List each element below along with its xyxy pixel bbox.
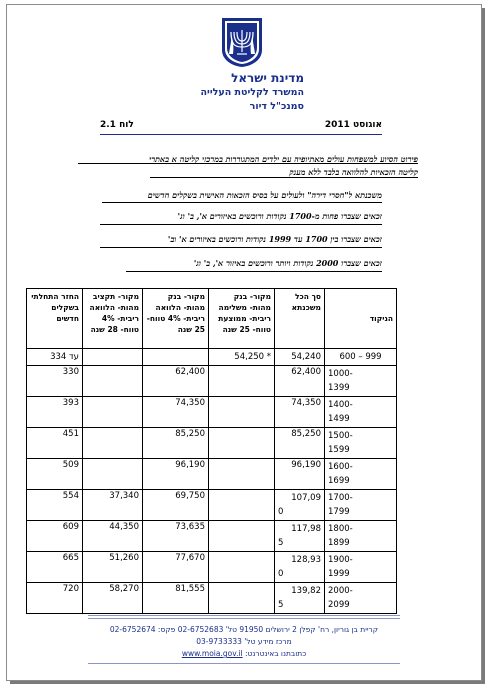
- document-date: אוגוסט 2011: [324, 120, 382, 130]
- mortgage-table: [26, 288, 397, 614]
- cell-bank: 73,635: [143, 521, 209, 552]
- cell-budget: [83, 428, 143, 459]
- table-row: [27, 490, 397, 521]
- cell-monthly: 393: [27, 397, 83, 428]
- cell-points: 1500- 1599: [325, 428, 397, 459]
- cell-total: 117,98 5: [275, 521, 325, 552]
- cell-budget: 37,340: [83, 490, 143, 521]
- country-name: מדינת ישראל: [231, 71, 304, 85]
- document-meta: [100, 120, 382, 134]
- cell-budget: [83, 366, 143, 397]
- page-shadow-right: [482, 8, 485, 683]
- cell-budget: 58,270: [83, 583, 143, 614]
- eligibility-rule-1-underline: [100, 224, 382, 225]
- cell-total: 107,09 0: [275, 490, 325, 521]
- cell-total: 74,350: [275, 397, 325, 428]
- cell-monthly: 609: [27, 521, 83, 552]
- footer-web-label: כתובתנו באינטרנט:: [245, 649, 307, 658]
- cell-bank: 62,400: [143, 366, 209, 397]
- cell-bank: 81,555: [143, 583, 209, 614]
- intro-line-1: פירוט הסיוע למשפחות עולים מאתיופיה עם ילדים המתגוררות במרכזי קליטה א באתרי: [149, 154, 418, 164]
- cell-points: 1000- 1399: [325, 366, 397, 397]
- cell-bank: 69,750: [143, 490, 209, 521]
- cell-monthly: 451: [27, 428, 83, 459]
- table-row: [27, 552, 397, 583]
- division-name: סמנכ"ל דיור: [249, 101, 304, 112]
- cell-monthly: 509: [27, 459, 83, 490]
- table-row: [27, 583, 397, 614]
- cell-monthly: 334 עד: [27, 349, 83, 366]
- footer-address: קריית בן גוריון, רח' קפלן 2 ירושלים 91950 טל' 02-6752683 פקס: 02-6752674: [109, 625, 379, 634]
- cell-bank: 96,190: [143, 459, 209, 490]
- cell-supplementary: [209, 583, 275, 614]
- cell-points: 1700- 1799: [325, 490, 397, 521]
- cell-total: 139,82 5: [275, 583, 325, 614]
- state-emblem-icon: [216, 16, 268, 68]
- table-row: [27, 428, 397, 459]
- header-points: הניקוד: [325, 289, 397, 349]
- eligibility-rule-3-underline: [126, 271, 382, 272]
- letterhead: [201, 70, 304, 114]
- header-budget: מקור- תקציב מהות- הלוואה ריבית- 4% טווח- 28 שנה: [83, 289, 143, 349]
- cell-supplementary: 54,250 *: [209, 349, 275, 366]
- cell-points: 1800- 1899: [325, 521, 397, 552]
- cell-monthly: 554: [27, 490, 83, 521]
- header-total: סך הכל משכנתא: [275, 289, 325, 349]
- footer: [90, 624, 398, 660]
- intro-line-2: קליטה הזכאיות להלוואה בלבד ללא מענק: [289, 167, 418, 177]
- cell-total: 96,190: [275, 459, 325, 490]
- meta-divider: [100, 134, 382, 135]
- eligibility-heading-underline: [102, 202, 382, 203]
- table-row: [27, 397, 397, 428]
- cell-points: 2000- 2099: [325, 583, 397, 614]
- cell-monthly: 665: [27, 552, 83, 583]
- cell-budget: 44,350: [83, 521, 143, 552]
- cell-bank: [143, 349, 209, 366]
- footer-info: מרכז מידע טל' 03-9733333: [196, 637, 292, 646]
- cell-total: 54,240: [275, 349, 325, 366]
- page-shadow-bottom: [10, 681, 485, 684]
- eligibility-rule-2: זכאים שצברו בין 1700 עד 1999 נקודות ורוכשים באיזורים א' וב': [167, 234, 382, 244]
- cell-total: 62,400: [275, 366, 325, 397]
- table-row: [27, 349, 397, 366]
- eligibility-rule-2-underline: [100, 247, 382, 248]
- cell-supplementary: [209, 521, 275, 552]
- cell-budget: [83, 459, 143, 490]
- header-monthly: החזר התחלתי בשקלים חדשים: [27, 289, 83, 349]
- eligibility-rule-1: זכאים שצברו פחות מ-1700 נקודות ורוכשים באיזורים א', ב' וג': [177, 211, 382, 221]
- cell-supplementary: [209, 428, 275, 459]
- cell-supplementary: [209, 552, 275, 583]
- table-row: [27, 459, 397, 490]
- cell-points: 1400- 1499: [325, 397, 397, 428]
- cell-monthly: 720: [27, 583, 83, 614]
- intro-underline-1: [78, 163, 418, 164]
- footer-divider: [88, 615, 400, 621]
- header-bank: מקור- בנק מהות- הלוואה ריבית- 4% טווח- 25 שנה: [143, 289, 209, 349]
- cell-supplementary: [209, 366, 275, 397]
- eligibility-rule-3: זכאים שצברו 2000 נקודות ויותר ורוכשים באיזור א', ב' וג': [193, 258, 382, 268]
- cell-monthly: 330: [27, 366, 83, 397]
- sheet-number: לוח 2.1: [100, 120, 134, 130]
- cell-budget: [83, 349, 143, 366]
- cell-points: 600 – 999: [325, 349, 397, 366]
- table-row: [27, 366, 397, 397]
- cell-points: 1900- 1999: [325, 552, 397, 583]
- footer-web: [90, 648, 398, 660]
- cell-budget: [83, 397, 143, 428]
- cell-total: 85,250: [275, 428, 325, 459]
- eligibility-heading: משכנתא ל"חסרי דירה" ולעולים על בסיס הזכאות האישית בשקלים חדשים: [147, 190, 382, 200]
- cell-bank: 77,670: [143, 552, 209, 583]
- ministry-name: המשרד לקליטת העלייה: [200, 87, 304, 98]
- cell-supplementary: [209, 490, 275, 521]
- cell-budget: 51,260: [83, 552, 143, 583]
- header-supplementary: מקור- בנק מהות- משלימה ריבית- ממוצעת טווח- 25 שנה: [209, 289, 275, 349]
- table-header-row: [27, 289, 397, 349]
- cell-bank: 85,250: [143, 428, 209, 459]
- footer-bottom-divider: [88, 663, 400, 666]
- cell-points: 1600- 1699: [325, 459, 397, 490]
- cell-supplementary: [209, 397, 275, 428]
- intro-underline-2: [150, 177, 418, 178]
- website-link[interactable]: www.moia.gov.il: [181, 649, 243, 658]
- table-row: [27, 521, 397, 552]
- cell-supplementary: [209, 459, 275, 490]
- cell-total: 128,93 0: [275, 552, 325, 583]
- cell-bank: 74,350: [143, 397, 209, 428]
